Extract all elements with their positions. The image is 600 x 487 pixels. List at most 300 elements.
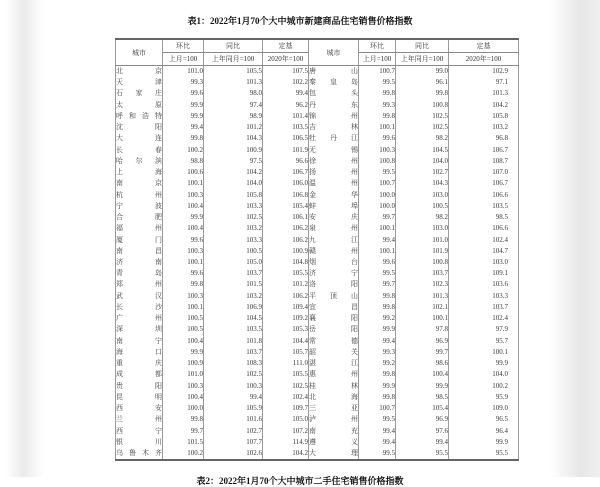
value-cell: 100.8 <box>396 257 449 268</box>
city-cell: 岳阳 <box>309 324 359 335</box>
city-cell: 广州 <box>116 313 163 324</box>
value-cell: 105.0 <box>263 414 309 425</box>
city-cell: 泉州 <box>309 223 359 234</box>
value-cell: 105.5 <box>263 268 309 279</box>
value-cell: 103.6 <box>449 279 519 290</box>
city-cell: 沈阳 <box>116 122 163 133</box>
mom-column-header: 环比 <box>163 39 204 53</box>
value-cell: 100.3 <box>163 291 204 302</box>
value-cell: 103.0 <box>396 190 449 201</box>
value-cell: 96.9 <box>396 414 449 425</box>
city-cell: 平顶山 <box>309 291 359 302</box>
value-cell: 104.2 <box>449 100 519 111</box>
value-cell: 100.3 <box>204 381 263 392</box>
city-cell: 大理 <box>309 448 359 460</box>
table-row <box>116 347 519 358</box>
value-cell: 106.8 <box>263 190 309 201</box>
value-cell: 97.6 <box>396 426 449 437</box>
value-cell: 95.5 <box>449 448 519 460</box>
value-cell: 99.5 <box>359 268 396 279</box>
city-cell: 太原 <box>116 100 163 111</box>
table-row <box>116 358 519 369</box>
table-row <box>116 392 519 403</box>
value-cell: 98.0 <box>204 88 263 99</box>
fixedbase-label: 2020年=100 <box>263 53 309 66</box>
table-row <box>116 291 519 302</box>
value-cell: 104.0 <box>449 369 519 380</box>
value-cell: 100.1 <box>359 122 396 133</box>
city-cell: 九江 <box>309 235 359 246</box>
city-cell: 银川 <box>116 437 163 448</box>
value-cell: 99.9 <box>359 324 396 335</box>
table-row <box>116 257 519 268</box>
value-cell: 99.8 <box>359 302 396 313</box>
city-cell: 武汉 <box>116 291 163 302</box>
value-cell: 100.4 <box>396 369 449 380</box>
table-row <box>116 201 519 212</box>
value-cell: 99.4 <box>396 437 449 448</box>
value-cell: 99.8 <box>359 369 396 380</box>
value-cell: 106.2 <box>263 235 309 246</box>
table-row <box>116 336 519 347</box>
value-cell: 109.7 <box>263 403 309 414</box>
value-cell: 100.4 <box>163 223 204 234</box>
value-cell: 101.6 <box>204 414 263 425</box>
value-cell: 99.4 <box>263 88 309 99</box>
value-cell: 102.5 <box>263 381 309 392</box>
value-cell: 107.7 <box>204 437 263 448</box>
value-cell: 109.4 <box>263 302 309 313</box>
value-cell: 99.8 <box>163 279 204 290</box>
value-cell: 96.2 <box>263 100 309 111</box>
value-cell: 106.0 <box>263 178 309 189</box>
table-row <box>116 212 519 223</box>
mom-base-label: 上月=100 <box>163 53 204 66</box>
value-cell: 106.2 <box>263 291 309 302</box>
value-cell: 103.0 <box>449 257 519 268</box>
table-row <box>116 190 519 201</box>
value-cell: 103.7 <box>449 302 519 313</box>
value-cell: 99.9 <box>163 212 204 223</box>
value-cell: 100.9 <box>204 145 263 156</box>
value-cell: 99.4 <box>359 336 396 347</box>
value-cell: 104.7 <box>449 246 519 257</box>
value-cell: 102.5 <box>396 122 449 133</box>
table-row <box>116 268 519 279</box>
city-cell: 石家庄 <box>116 88 163 99</box>
value-cell: 102.7 <box>396 167 449 178</box>
value-cell: 99.9 <box>449 358 519 369</box>
value-cell: 99.9 <box>163 111 204 122</box>
value-cell: 102.4 <box>449 313 519 324</box>
city-cell: 长沙 <box>116 302 163 313</box>
value-cell: 99.7 <box>359 279 396 290</box>
table-row <box>116 77 519 88</box>
value-cell: 106.6 <box>449 190 519 201</box>
value-cell: 100.2 <box>163 448 204 460</box>
city-cell: 牡丹江 <box>309 133 359 144</box>
value-cell: 99.6 <box>359 257 396 268</box>
value-cell: 103.3 <box>449 291 519 302</box>
city-cell: 徐州 <box>309 156 359 167</box>
value-cell: 97.5 <box>204 156 263 167</box>
table-header <box>116 39 519 66</box>
city-cell: 三亚 <box>309 403 359 414</box>
value-cell: 102.9 <box>449 66 519 78</box>
value-cell: 99.4 <box>163 122 204 133</box>
value-cell: 108.3 <box>204 358 263 369</box>
city-cell: 唐山 <box>309 66 359 78</box>
city-cell: 无锡 <box>309 145 359 156</box>
city-cell: 包头 <box>309 88 359 99</box>
value-cell: 95.7 <box>449 336 519 347</box>
value-cell: 99.6 <box>163 268 204 279</box>
value-cell: 103.5 <box>263 122 309 133</box>
value-cell: 99.4 <box>204 392 263 403</box>
value-cell: 95.9 <box>449 392 519 403</box>
city-cell: 桂林 <box>309 381 359 392</box>
page-right-edge-shadow <box>550 0 600 477</box>
city-cell: 韶关 <box>309 347 359 358</box>
value-cell: 95.5 <box>396 448 449 460</box>
city-cell: 杭州 <box>116 190 163 201</box>
value-cell: 100.3 <box>163 190 204 201</box>
table-row <box>116 122 519 133</box>
value-cell: 99.5 <box>359 448 396 460</box>
price-index-table <box>115 38 519 461</box>
city-cell: 惠州 <box>309 369 359 380</box>
city-column-header: 城市 <box>116 39 163 66</box>
value-cell: 101.9 <box>263 145 309 156</box>
value-cell: 96.6 <box>263 156 309 167</box>
value-cell: 101.0 <box>163 369 204 380</box>
value-cell: 99.7 <box>359 212 396 223</box>
table-row <box>116 133 519 144</box>
value-cell: 100.5 <box>163 324 204 335</box>
value-cell: 98.2 <box>396 212 449 223</box>
value-cell: 100.2 <box>449 381 519 392</box>
value-cell: 99.8 <box>359 291 396 302</box>
value-cell: 100.5 <box>396 201 449 212</box>
city-cell: 温州 <box>309 178 359 189</box>
table-row <box>116 178 519 189</box>
city-cell: 合肥 <box>116 212 163 223</box>
city-cell: 安庆 <box>309 212 359 223</box>
value-cell: 103.5 <box>204 324 263 335</box>
city-cell: 南宁 <box>116 336 163 347</box>
yoy-base-label: 上年同月=100 <box>396 53 449 66</box>
value-cell: 102.7 <box>204 426 263 437</box>
table-row <box>116 313 519 324</box>
table1-title: 表1：2022年1月70个大中城市新建商品住宅销售价格指数 <box>187 16 413 26</box>
value-cell: 100.0 <box>359 201 396 212</box>
city-cell: 襄阳 <box>309 313 359 324</box>
city-cell: 泸州 <box>309 414 359 425</box>
value-cell: 105.8 <box>204 190 263 201</box>
city-cell: 海口 <box>116 347 163 358</box>
value-cell: 105.0 <box>204 257 263 268</box>
value-cell: 106.5 <box>263 133 309 144</box>
value-cell: 101.0 <box>396 235 449 246</box>
value-cell: 101.3 <box>204 77 263 88</box>
value-cell: 104.4 <box>263 336 309 347</box>
value-cell: 104.0 <box>204 178 263 189</box>
value-cell: 102.4 <box>449 235 519 246</box>
table2-title: 表2：2022年1月70个大中城市二手住宅销售价格指数 <box>196 476 404 487</box>
mom-column-header: 环比 <box>359 39 396 53</box>
value-cell: 109.1 <box>449 268 519 279</box>
value-cell: 100.0 <box>163 403 204 414</box>
value-cell: 100.1 <box>359 246 396 257</box>
value-cell: 103.3 <box>204 201 263 212</box>
city-cell: 厦门 <box>116 235 163 246</box>
value-cell: 100.4 <box>163 336 204 347</box>
city-cell: 郑州 <box>116 279 163 290</box>
city-cell: 锦州 <box>309 111 359 122</box>
table-row <box>116 145 519 156</box>
value-cell: 107.5 <box>263 66 309 78</box>
table-row <box>116 88 519 99</box>
value-cell: 98.9 <box>204 111 263 122</box>
value-cell: 100.9 <box>163 358 204 369</box>
value-cell: 101.9 <box>396 246 449 257</box>
value-cell: 99.6 <box>163 235 204 246</box>
table-row <box>116 437 519 448</box>
value-cell: 97.8 <box>396 324 449 335</box>
value-cell: 104.5 <box>396 145 449 156</box>
value-cell: 100.9 <box>263 246 309 257</box>
city-cell: 贵阳 <box>116 381 163 392</box>
value-cell: 99.9 <box>359 381 396 392</box>
city-cell: 昆明 <box>116 392 163 403</box>
value-cell: 101.0 <box>163 66 204 78</box>
table-row <box>116 381 519 392</box>
city-cell: 兰州 <box>116 414 163 425</box>
city-cell: 扬州 <box>309 167 359 178</box>
city-cell: 宜昌 <box>309 302 359 313</box>
value-cell: 98.5 <box>449 212 519 223</box>
value-cell: 99.5 <box>359 167 396 178</box>
value-cell: 98.5 <box>396 392 449 403</box>
value-cell: 106.7 <box>263 167 309 178</box>
value-cell: 99.2 <box>359 313 396 324</box>
city-cell: 南京 <box>116 178 163 189</box>
value-cell: 100.1 <box>163 178 204 189</box>
value-cell: 104.0 <box>396 156 449 167</box>
value-cell: 99.8 <box>359 111 396 122</box>
value-cell: 106.9 <box>204 302 263 313</box>
value-cell: 99.4 <box>359 437 396 448</box>
city-cell: 宁波 <box>116 201 163 212</box>
value-cell: 99.4 <box>359 235 396 246</box>
value-cell: 99.0 <box>396 66 449 78</box>
value-cell: 104.8 <box>263 257 309 268</box>
city-cell: 烟台 <box>309 257 359 268</box>
value-cell: 102.5 <box>396 111 449 122</box>
city-cell: 成都 <box>116 369 163 380</box>
value-cell: 108.7 <box>449 156 519 167</box>
value-cell: 100.1 <box>359 223 396 234</box>
value-cell: 101.2 <box>263 279 309 290</box>
value-cell: 100.3 <box>163 246 204 257</box>
value-cell: 106.7 <box>449 178 519 189</box>
city-cell: 遵义 <box>309 437 359 448</box>
value-cell: 100.3 <box>359 145 396 156</box>
value-cell: 103.2 <box>204 291 263 302</box>
value-cell: 98.6 <box>396 358 449 369</box>
value-cell: 107.2 <box>263 426 309 437</box>
value-cell: 100.2 <box>163 145 204 156</box>
table-row <box>116 223 519 234</box>
value-cell: 105.7 <box>263 347 309 358</box>
value-cell: 101.5 <box>163 437 204 448</box>
value-cell: 99.9 <box>396 381 449 392</box>
value-cell: 104.2 <box>204 167 263 178</box>
value-cell: 100.8 <box>359 156 396 167</box>
table-row <box>116 448 519 460</box>
value-cell: 102.1 <box>396 302 449 313</box>
value-cell: 103.2 <box>449 122 519 133</box>
value-cell: 99.4 <box>359 426 396 437</box>
value-cell: 99.6 <box>359 133 396 144</box>
table-row <box>116 66 519 78</box>
value-cell: 102.6 <box>204 448 263 460</box>
city-cell: 南充 <box>309 426 359 437</box>
city-cell: 上海 <box>116 167 163 178</box>
city-cell: 西安 <box>116 403 163 414</box>
city-cell: 北海 <box>309 392 359 403</box>
value-cell: 114.9 <box>263 437 309 448</box>
value-cell: 103.7 <box>204 347 263 358</box>
city-cell: 金华 <box>309 190 359 201</box>
value-cell: 96.5 <box>449 414 519 425</box>
value-cell: 106.2 <box>263 223 309 234</box>
value-cell: 99.9 <box>163 100 204 111</box>
value-cell: 105.8 <box>449 111 519 122</box>
table-row <box>116 302 519 313</box>
city-cell: 丹东 <box>309 100 359 111</box>
value-cell: 101.3 <box>396 291 449 302</box>
city-cell: 蚌埠 <box>309 201 359 212</box>
value-cell: 100.4 <box>163 392 204 403</box>
value-cell: 100.5 <box>163 313 204 324</box>
value-cell: 105.4 <box>396 403 449 414</box>
value-cell: 100.7 <box>359 403 396 414</box>
value-cell: 101.5 <box>204 279 263 290</box>
city-cell: 青岛 <box>116 268 163 279</box>
table-row <box>116 156 519 167</box>
value-cell: 99.3 <box>359 100 396 111</box>
value-cell: 100.6 <box>163 167 204 178</box>
value-cell: 100.4 <box>163 201 204 212</box>
value-cell: 99.8 <box>163 414 204 425</box>
yoy-base-label: 上年同月=100 <box>204 53 263 66</box>
value-cell: 104.3 <box>396 178 449 189</box>
value-cell: 107.0 <box>449 167 519 178</box>
base-column-header: 定基 <box>449 39 519 53</box>
value-cell: 103.7 <box>396 268 449 279</box>
value-cell: 102.5 <box>204 369 263 380</box>
city-column-header: 城市 <box>309 39 359 66</box>
city-cell: 吉林 <box>309 122 359 133</box>
value-cell: 99.5 <box>359 414 396 425</box>
value-cell: 100.0 <box>359 190 396 201</box>
fixedbase-label: 2020年=100 <box>449 53 519 66</box>
city-cell: 天津 <box>116 77 163 88</box>
value-cell: 101.2 <box>204 122 263 133</box>
city-cell: 秦皇岛 <box>309 77 359 88</box>
table-row <box>116 369 519 380</box>
value-cell: 106.7 <box>449 145 519 156</box>
value-cell: 111.0 <box>263 358 309 369</box>
city-cell: 北京 <box>116 66 163 78</box>
value-cell: 99.9 <box>449 437 519 448</box>
table-body <box>116 66 519 461</box>
value-cell: 105.5 <box>263 369 309 380</box>
value-cell: 96.4 <box>449 426 519 437</box>
value-cell: 97.4 <box>204 100 263 111</box>
value-cell: 99.8 <box>396 88 449 99</box>
value-cell: 105.5 <box>204 66 263 78</box>
city-cell: 赣州 <box>309 246 359 257</box>
value-cell: 100.1 <box>449 347 519 358</box>
value-cell: 102.5 <box>204 212 263 223</box>
table-row <box>116 246 519 257</box>
city-cell: 济南 <box>116 257 163 268</box>
city-cell: 西宁 <box>116 426 163 437</box>
value-cell: 97.9 <box>449 324 519 335</box>
value-cell: 103.3 <box>204 235 263 246</box>
value-cell: 102.3 <box>396 279 449 290</box>
table-row <box>116 426 519 437</box>
value-cell: 105.9 <box>204 403 263 414</box>
value-cell: 101.3 <box>449 88 519 99</box>
table-row <box>116 324 519 335</box>
value-cell: 99.8 <box>163 133 204 144</box>
value-cell: 100.7 <box>359 178 396 189</box>
value-cell: 99.6 <box>163 88 204 99</box>
city-cell: 重庆 <box>116 358 163 369</box>
table-row <box>116 100 519 111</box>
city-cell: 洛阳 <box>309 279 359 290</box>
value-cell: 99.5 <box>359 77 396 88</box>
value-cell: 99.7 <box>396 347 449 358</box>
city-cell: 乌鲁木齐 <box>116 448 163 460</box>
value-cell: 100.1 <box>163 257 204 268</box>
city-cell: 长春 <box>116 145 163 156</box>
value-cell: 101.4 <box>263 111 309 122</box>
value-cell: 96.9 <box>396 336 449 347</box>
value-cell: 102.2 <box>263 77 309 88</box>
base-column-header: 定基 <box>263 39 309 53</box>
city-cell: 济宁 <box>309 268 359 279</box>
table-row <box>116 111 519 122</box>
value-cell: 99.9 <box>163 347 204 358</box>
value-cell: 106.6 <box>449 223 519 234</box>
city-cell: 常德 <box>309 336 359 347</box>
city-cell: 福州 <box>116 223 163 234</box>
value-cell: 97.1 <box>449 77 519 88</box>
value-cell: 105.4 <box>263 201 309 212</box>
value-cell: 99.2 <box>359 358 396 369</box>
value-cell: 100.3 <box>163 381 204 392</box>
value-cell: 100.7 <box>359 66 396 78</box>
city-cell: 深圳 <box>116 324 163 335</box>
value-cell: 99.8 <box>359 88 396 99</box>
value-cell: 103.2 <box>204 223 263 234</box>
value-cell: 96.1 <box>396 77 449 88</box>
value-cell: 104.3 <box>204 133 263 144</box>
